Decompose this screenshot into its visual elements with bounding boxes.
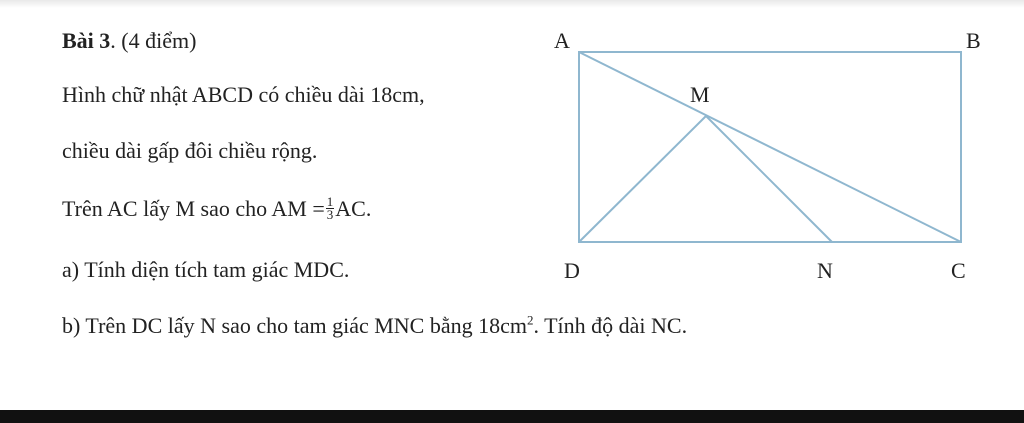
problem-statement-line-2: chiều dài gấp đôi chiều rộng.: [62, 138, 318, 163]
question-b-suffix: . Tính độ dài NC.: [533, 313, 688, 338]
problem-title: [62, 28, 196, 54]
question-b-text: b) Trên DC lấy N sao cho tam giác MNC bằng 18cm: [62, 313, 527, 338]
segment-mn: [706, 116, 832, 242]
fraction-one-third: [326, 196, 335, 221]
segment-md: [579, 116, 706, 242]
question-b-exponent: 2: [527, 312, 534, 328]
problem-statement-line-3: [62, 196, 371, 223]
condition-suffix: AC.: [335, 196, 372, 221]
bottom-bar: [0, 410, 1024, 423]
problem-statement-line-1: Hình chữ nhật ABCD có chiều dài 18cm,: [62, 82, 425, 107]
top-strip: [0, 0, 1024, 8]
question-b: [62, 313, 687, 339]
problem-points: . (4 điểm): [110, 28, 197, 53]
problem-number: Bài 3: [62, 28, 111, 53]
label-m: M: [690, 82, 710, 107]
diagonal-ac: [579, 52, 961, 242]
label-c: C: [951, 258, 966, 283]
condition-text: Trên AC lấy M sao cho AM =: [62, 196, 325, 221]
label-b: B: [966, 28, 981, 53]
fraction-numerator: 1: [326, 194, 334, 210]
label-n: N: [817, 258, 833, 283]
label-d: D: [564, 258, 580, 283]
question-a: a) Tính diện tích tam giác MDC.: [62, 257, 350, 282]
label-a: A: [554, 28, 570, 53]
rectangle-figure: [540, 20, 1000, 290]
fraction-denominator: 3: [326, 207, 334, 223]
